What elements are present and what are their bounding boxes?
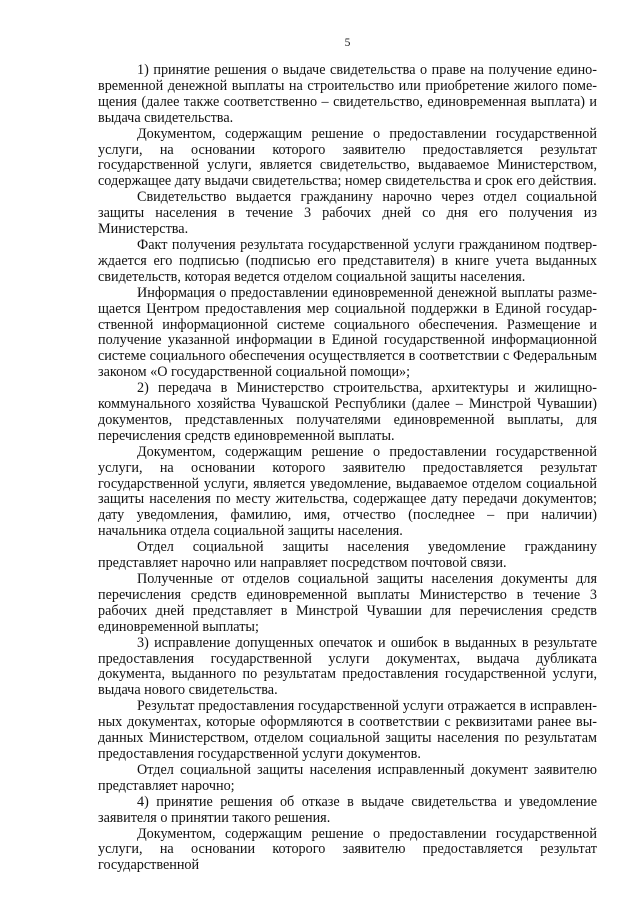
- paragraph: Свидетельство выдается гражданину нарочно через отдел социальной защиты населения в течение 3 рабочих дней со дня его получения из Министерства.: [98, 189, 597, 238]
- paragraph: 3) исправление допущенных опечаток и ошибок в выданных в результате предоставления государственной услуги документах, выдача дубликата документа, выданного по результатам предоставления государственной услуги, выдача нового свидетельства.: [98, 634, 597, 699]
- document-body: [98, 63, 597, 874]
- paragraph: Отдел социальной защиты населения уведомление гражданину представляет нарочно или направляет посредством почтовой связи.: [98, 539, 597, 572]
- paragraph: Результат предоставления государственной услуги отражается в исправленных документах, которые оформляются в соответствии с реквизитами ранее выданных Министерством, отделом социальной защиты населения по результатам предоставления государственной услуги документов.: [98, 698, 597, 762]
- paragraph: Документом, содержащим решение о предоставлении государственной услуги, на основании которого заявителю предоставляется результат государственной услуги, является свидетельство, выдаваемое Министерством, содержащее дату выдачи свидетельства; номер свидетельства и срок его действия.: [98, 125, 597, 190]
- paragraph: Документом, содержащим решение о предоставлении государственной услуги, на основании которого заявителю предоставляется результат государственной услуги, является уведомление, выдаваемое отделом социальной защиты населения по месту жительства, содержащее дату передачи документов; дату уведомления, фамилию, имя, отчество (последнее – при наличии) начальника отдела социальной защиты населения.: [98, 443, 597, 540]
- paragraph: Отдел социальной защиты населения исправленный документ заявителю представляет нарочно;: [98, 761, 597, 794]
- page-number: 5: [344, 37, 351, 49]
- paragraph: Полученные от отделов социальной защиты населения документы для перечисления средств единовременной выплаты Министерство в течение 3 рабочих дней представляет в Минстрой Чувашии для перечисления средств единовременной выплаты;: [98, 571, 597, 635]
- paragraph: Информация о предоставлении единовременной денежной выплаты размещается Центром предоставления мер социальной поддержки в Единой государственной информационной системе социального обеспечения. Размещение и получение указанной информации в Единой государственной информационной системе социального обеспечения осуществляется в соответствии с Федеральным законом «О государственной социальной помощи»;: [98, 284, 597, 381]
- paragraph: Документом, содержащим решение о предоставлении государственной услуги, на основании которого заявителю предоставляется результат государственной: [98, 825, 597, 874]
- paragraph: 1) принятие решения о выдаче свидетельства о праве на получение единовременной денежной выплаты на строительство или приобретение жилого помещения (далее также соответственно – свидетельство, единовременная выплата) и выдача свидетельства.: [98, 62, 597, 126]
- paragraph: 2) передача в Министерство строительства, архитектуры и жилищно-коммунального хозяйства Чувашской Республики (далее – Минстрой Чувашии) документов, представленных получателями единовременной выплаты, для перечисления средств единовременной выплаты.: [98, 380, 597, 444]
- paragraph: Факт получения результата государственной услуги гражданином подтверждается его подписью (подписью его представителя) в книге учета выданных свидетельств, которая ведется отделом социальной защиты населения.: [98, 236, 597, 285]
- paragraph: 4) принятие решения об отказе в выдаче свидетельства и уведомление заявителя о принятии такого решения.: [98, 793, 597, 826]
